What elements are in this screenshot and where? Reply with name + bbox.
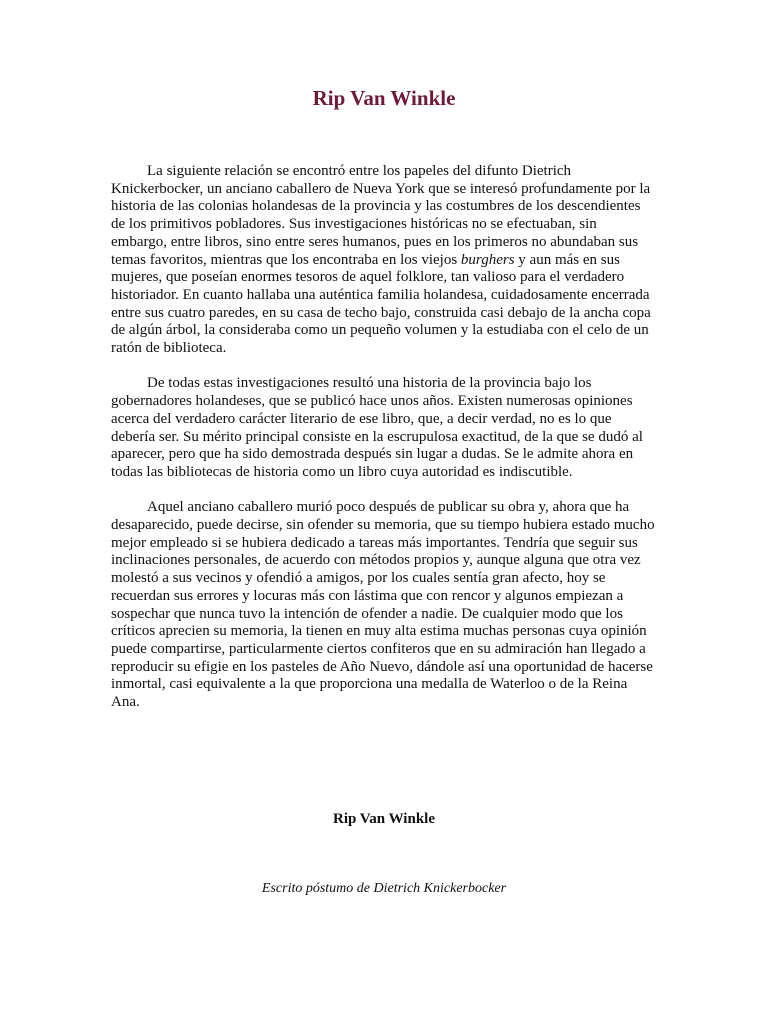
paragraph-1: [111, 163, 656, 358]
paragraph-1-emphasis: burghers: [460, 251, 515, 268]
paragraph-3: Aquel anciano caballero murió poco después de publicar su obra y, ahora que ha desaparecido, puede decirse, sin ofender su memoria, que su tiempo hubiera estado mucho mejor empleado si se hubiera dedicado a tareas más importantes. Tendría que seguir sus inclinaciones personales, de acuerdo con métodos propios y, aunque alguna que otra vez molestó a sus vecinos y ofendió a amigos, por los cuales sentía gran afecto, hoy se recuerdan sus errores y locuras más con lástima que con rencor y algunos empiezan a sospechar que nunca tuvo la intención de ofender a nadie. De cualquier modo que los críticos aprecien su memoria, la tienen en muy alta estima muchas personas cuya opinión puede compartirse, particularmente ciertos confiteros que en su admiración han llegado a reproducir su efigie en los pasteles de Año Nuevo, dándole así una oportunidad de hacerse inmortal, casi equivalente a la que proporciona una medalla de Waterloo o de la Reina Ana.: [111, 499, 655, 711]
paragraph-2: De todas estas investigaciones resultó una historia de la provincia bajo los gobernadores holandeses, que se publicó hace unos años. Existen numerosas opiniones acerca del verdadero carácter literario de ese libro, que, a decir verdad, no es lo que debería ser. Su mérito principal consiste en la escrupulosa exactitud, de la que se dudó al aparecer, pero que ha sido demostrada después sin lugar a dudas. Se le admite ahora en todas las bibliotecas de historia como un libro cuya autoridad es indiscutible.: [111, 375, 643, 480]
byline: Escrito póstumo de Dietrich Knickerbocker: [261, 881, 507, 896]
section-title: Rip Van Winkle: [332, 811, 435, 827]
paragraph-1-text-after: y aun más en sus mujeres, que poseían enormes tesoros de aquel folklore, tan valioso para el verdadero historiador. En cuanto hallaba una auténtica familia holandesa, cuidadosamente encerrada entre sus cuatro paredes, en su casa de techo bajo, construida casi debajo de la ancha copa de algún árbol, la consideraba como un pequeño volumen y la estudiaba con el celo de un ratón de biblioteca.: [111, 251, 651, 357]
paragraph-1-text-before: La siguiente relación se encontró entre los papeles del difunto Dietrich Knickerbocker, un anciano caballero de Nueva York que se interesó profundamente por la historia de las colonias holandesas de la provincia y las costumbres de los descendientes de los primitivos pobladores. Sus investigaciones históricas no se efectuaban, sin embargo, entre libros, sino entre seres humanos, pues en los primeros no abundaban sus temas favoritos, mientras que los encontraba en los viejos: [111, 163, 651, 268]
document-title: Rip Van Winkle: [312, 86, 456, 110]
body-text: [111, 163, 656, 729]
